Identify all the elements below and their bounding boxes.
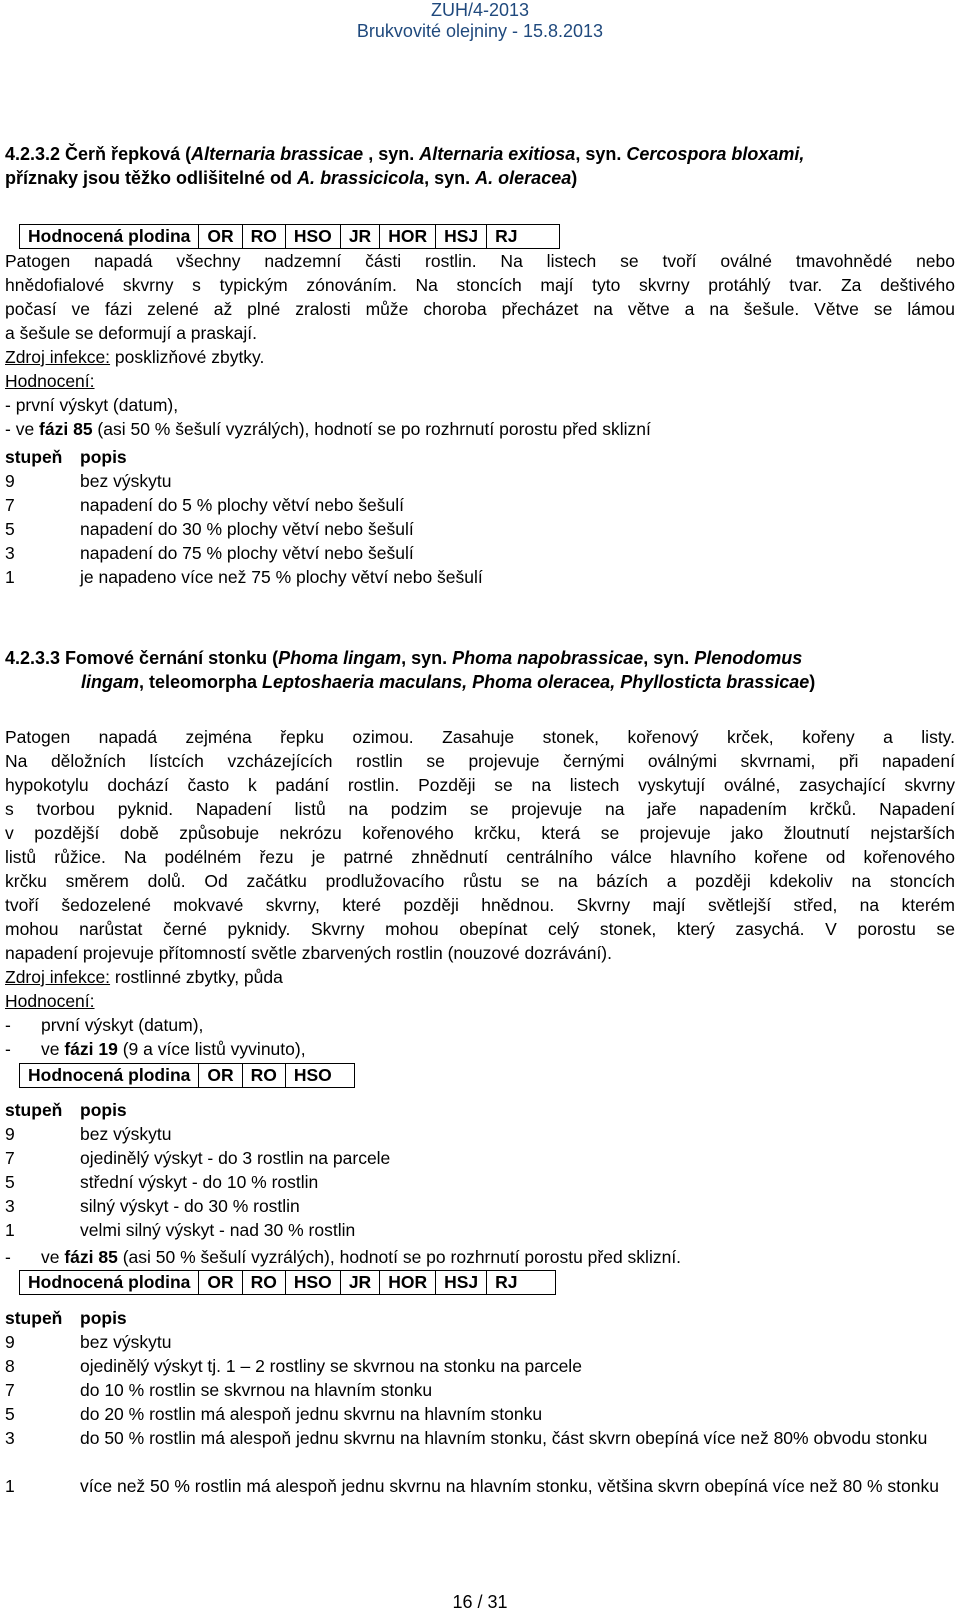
heading-part: ) [809,672,816,692]
grade-desc: střední výskyt - do 10 % rostlin [80,1172,319,1192]
body-line: a šešule se deformují a praskají. [5,323,257,343]
body-line: hypokotylu dochází často k padání rostlin. Později se na listech vyskytují oválné, zasychající skvrny [5,775,955,795]
grade-row [5,517,414,541]
grade-row [5,1146,390,1170]
grade-row [5,1402,542,1426]
grade-col-head: stupeň [5,447,63,467]
grade-desc: bez výskytu [80,1124,172,1144]
grade-row [5,469,171,493]
grade-value: 9 [5,1124,15,1144]
grade-row [5,1194,300,1218]
grade-value: 7 [5,1148,15,1168]
grade-row [5,1170,318,1194]
heading-part: Plenodomus [694,648,803,668]
desc-col-head: popis [80,1308,127,1328]
crop-table-alternaria [19,224,560,249]
grade-value: 3 [5,1428,15,1448]
grade-value: 1 [5,567,15,587]
grade-row [5,541,414,565]
grade-value: 1 [5,1476,15,1496]
grade-value: 7 [5,1380,15,1400]
body-line: tvoří šedozelené mokvavé skvrny, které později hnědnou. Skvrny mají světlejší střed, na kterém [5,895,955,915]
heading-part: Alternaria brassicae [191,144,364,164]
section-heading-phoma [5,646,802,670]
eval-text: ve [41,1247,65,1267]
heading-part: , syn. [363,144,420,164]
body-line: mohou narůstat černé pyknidy. Skvrny mohou obepínat celý stonek, který zasychá. V porostu se [5,919,955,939]
grade-value: 9 [5,471,15,491]
crop-cell: HSO [285,225,340,249]
header-doc-title: Brukvovité olejniny - 15.8.2013 [356,21,604,41]
heading-part: A. brassicicola [297,168,425,188]
crop-cell: HOR [380,225,436,249]
grade-row [5,1330,171,1354]
grade-col-head: stupeň [5,1100,63,1120]
page-number: 16 / 31 [452,1592,508,1612]
heading-part: příznaky jsou těžko odlišitelné od [5,168,298,188]
eval-text: (asi 50 % šešulí vyzrálých), hodnotí se po rozhrnutí porostu před sklizní. [117,1247,682,1267]
body-line: napadení projevuje přítomností světle zbarvených rostlin (nouzové dozrávání). [5,943,612,963]
grade-header [5,445,127,469]
evaluation-label: Hodnocení: [5,991,95,1011]
evaluation-item [5,1013,203,1037]
crop-cell: HSJ [436,1271,487,1295]
grade-desc: je napadeno více než 75 % plochy větví nebo šešulí [80,567,483,587]
heading-part: Leptoshaeria maculans, Phoma oleracea, Phyllosticta brassicae [262,672,810,692]
body-line: Na děložních lístcích vzcházejících rostlin se projevuje černými oválnými skvrnami, při napadení [5,751,955,771]
grade-row [5,1218,355,1242]
grade-value: 8 [5,1356,15,1376]
crop-cell: RJ [487,1271,556,1295]
eval-stage: fázi 19 [64,1039,118,1059]
list-dash: - [5,1247,11,1267]
body-line: Patogen napadá všechny nadzemní části rostlin. Na listech se tvoří oválné tmavohnědé nebo [5,251,955,271]
body-line: v pozdější době způsobuje nekrózu kořenového krčku, která se projevuje jako žloutnutí nejstarších [5,823,955,843]
heading-part: , syn. [424,168,476,188]
evaluation-item: - první výskyt (datum), [5,395,179,415]
grade-row [5,1122,171,1146]
heading-part: , syn. [575,144,627,164]
grade-value: 5 [5,519,15,539]
body-line: krčku směrem dolů. Od začátku prodlužovacího růstu se na bázích a později kdekoliv na stoncích [5,871,955,891]
grade-desc: do 20 % rostlin má alespoň jednu skvrnu na hlavním stonku [80,1404,543,1424]
crop-cell: RJ [487,225,560,249]
infection-source-label: Zdroj infekce: [5,347,111,367]
eval-stage: fázi 85 [64,1247,118,1267]
grade-value: 5 [5,1404,15,1424]
crop-cell: RO [242,225,285,249]
grade-row [5,1354,582,1378]
body-line: hnědofialové skvrny s typickým zónováním. Na stoncích mají tyto skvrny protáhlý tvar. Za deštivého [5,275,955,295]
grade-col-head: stupeň [5,1308,63,1328]
heading-part: A. oleracea [475,168,572,188]
grade-row [5,1426,955,1450]
eval-stage: fázi 85 [39,419,93,439]
grade-desc: napadení do 30 % plochy větví nebo šešulí [80,519,414,539]
crop-cell: OR [199,1271,242,1295]
evaluation-item [5,1037,306,1061]
grade-value: 7 [5,495,15,515]
section-heading-phoma-cont [81,670,815,694]
grade-value: 3 [5,1196,15,1216]
crop-cell: OR [199,225,242,249]
heading-part: , syn. [643,648,695,668]
heading-part: Phoma lingam [278,648,402,668]
header-doc-id: ZUH/4-2013 [430,0,530,20]
infection-source [5,345,264,369]
grade-desc: silný výskyt - do 30 % rostlin [80,1196,300,1216]
grade-desc: napadení do 75 % plochy větví nebo šešulí [80,543,414,563]
desc-col-head: popis [80,1100,127,1120]
list-dash: - [5,1039,11,1059]
heading-part: Cercospora bloxami, [626,144,805,164]
infection-source [5,965,283,989]
crop-cell: Hodnocená plodina [20,1064,199,1088]
grade-header [5,1098,127,1122]
crop-cell: RO [242,1064,285,1088]
eval-text: - ve [5,419,40,439]
infection-source-text: posklizňové zbytky. [110,347,265,367]
page-header [0,0,960,42]
grade-desc: ojedinělý výskyt tj. 1 – 2 rostliny se skvrnou na stonku na parcele [80,1356,582,1376]
grade-desc: napadení do 5 % plochy větví nebo šešulí [80,495,404,515]
crop-cell: RO [242,1271,285,1295]
grade-desc: do 10 % rostlin se skvrnou na hlavním stonku [80,1380,433,1400]
grade-row [5,1378,432,1402]
crop-cell: JR [340,1271,379,1295]
desc-col-head: popis [80,447,127,467]
heading-part: , syn. [401,648,453,668]
heading-part: 4.2.3.3 Fomové černání stonku ( [5,648,279,668]
grade-value: 3 [5,543,15,563]
eval-text: ve [41,1039,65,1059]
evaluation-item [5,1245,681,1269]
eval-text: (9 a více listů vyvinuto), [117,1039,306,1059]
grade-header [5,1306,127,1330]
evaluation-item [5,417,651,441]
section-heading-alternaria [5,142,804,166]
grade-desc: bez výskytu [80,471,172,491]
eval-text: (asi 50 % šešulí vyzrálých), hodnotí se po rozhrnutí porostu před sklizní [92,419,651,439]
crop-cell: Hodnocená plodina [20,225,199,249]
crop-cell: HSO [285,1064,354,1088]
list-dash: - [5,1015,11,1035]
heading-part: 4.2.3.2 Čerň řepková ( [5,144,192,164]
heading-part: Phoma napobrassicae [452,648,644,668]
heading-part: Alternaria exitiosa [419,144,576,164]
grade-value: 5 [5,1172,15,1192]
grade-row [5,565,483,589]
eval-text: první výskyt (datum), [41,1015,204,1035]
infection-source-text: rostlinné zbytky, půda [110,967,283,987]
grade-desc: ojedinělý výskyt - do 3 rostlin na parcele [80,1148,391,1168]
crop-cell: HSO [285,1271,340,1295]
crop-cell: Hodnocená plodina [20,1271,199,1295]
crop-table-phoma-2 [19,1270,556,1295]
infection-source-label: Zdroj infekce: [5,967,111,987]
grade-row [5,1474,955,1498]
crop-cell: HSJ [436,225,487,249]
body-line: počasí ve fázi zelené až plné zralosti může choroba přecházet na větve a na šešule. Větve se lámou [5,299,955,319]
grade-desc: do 50 % rostlin má alespoň jednu skvrnu na hlavním stonku, část skvrn obepíná více než 80% obvodu stonku [80,1428,928,1448]
heading-part: ) [571,168,578,188]
heading-part: lingam [81,672,140,692]
heading-part: , teleomorpha [139,672,263,692]
grade-desc: bez výskytu [80,1332,172,1352]
body-line: listů růžice. Na podélném řezu je patrné zhnědnutí centrálního válce hlavního kořene od kořenového [5,847,955,867]
grade-value: 1 [5,1220,15,1240]
section-heading-alternaria-cont [5,166,577,190]
grade-value: 9 [5,1332,15,1352]
evaluation-label: Hodnocení: [5,371,95,391]
grade-desc: více než 50 % rostlin má alespoň jednu skvrnu na hlavním stonku, většina skvrn obepíná více než 80 % stonku [80,1476,939,1496]
grade-row [5,493,404,517]
crop-cell: HOR [380,1271,436,1295]
grade-desc: velmi silný výskyt - nad 30 % rostlin [80,1220,356,1240]
body-line: s tvorbou pyknid. Napadení listů na podzim se projevuje na jaře napadením krčků. Napadení [5,799,955,819]
crop-cell: OR [199,1064,242,1088]
crop-table-phoma-1 [19,1063,355,1088]
crop-cell: JR [340,225,379,249]
body-line: Patogen napadá zejména řepku ozimou. Zasahuje stonek, kořenový krček, kořeny a listy. [5,727,955,747]
